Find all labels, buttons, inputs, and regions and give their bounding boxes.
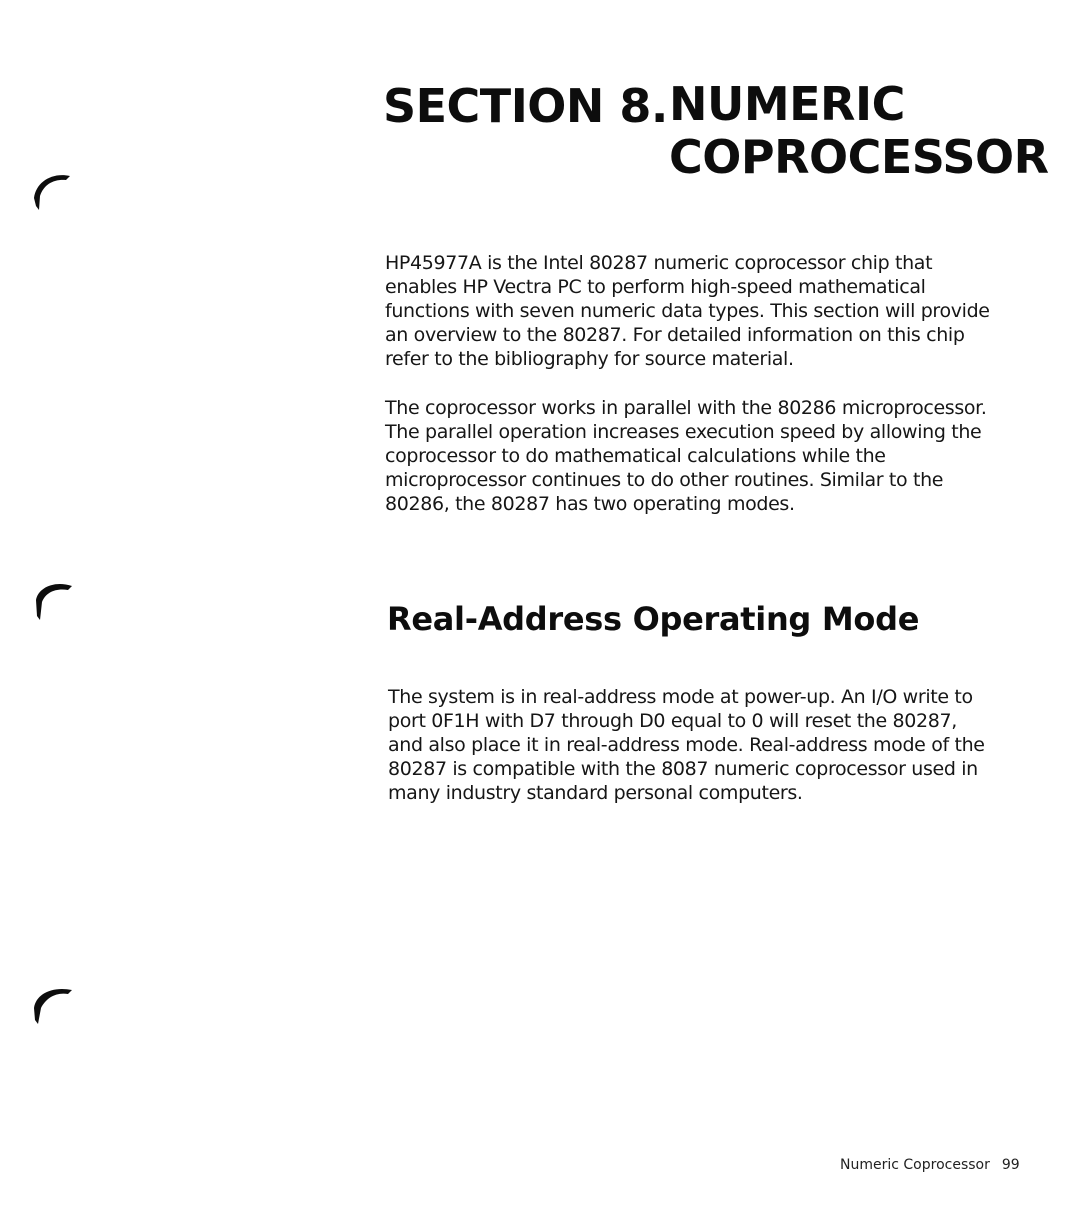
paragraph-line: coprocessor to do mathematical calculations while the xyxy=(385,445,886,467)
real-address-mode-heading: Real-Address Operating Mode xyxy=(387,600,920,638)
paragraph-line: HP45977A is the Intel 80287 numeric coprocessor chip that xyxy=(385,252,933,274)
running-title: Numeric Coprocessor xyxy=(840,1157,990,1173)
paragraph-line: enables HP Vectra PC to perform high-speed mathematical xyxy=(385,276,926,298)
paragraph-line: many industry standard personal computers. xyxy=(388,782,803,804)
binder-hole-icon xyxy=(30,576,78,624)
binder-hole-icon xyxy=(30,982,78,1030)
paragraph-line: 80287 is compatible with the 8087 numeric coprocessor used in xyxy=(388,758,978,780)
paragraph-line: refer to the bibliography for source material. xyxy=(385,348,794,370)
paragraph-line: and also place it in real-address mode. Real-address mode of the xyxy=(388,734,985,756)
section-number: SECTION 8. xyxy=(383,79,668,133)
paragraph-line: The coprocessor works in parallel with the 80286 microprocessor. xyxy=(385,397,987,419)
paragraph-line: an overview to the 80287. For detailed information on this chip xyxy=(385,324,965,346)
section-title-line: NUMERIC xyxy=(669,77,905,131)
real-address-mode-paragraph xyxy=(388,685,1028,805)
page-number: 99 xyxy=(1001,1157,1020,1173)
intro-paragraph xyxy=(385,251,1025,371)
parallel-operation-paragraph xyxy=(385,396,1025,516)
section-title-line: COPROCESSOR xyxy=(669,130,1049,184)
paragraph-line: The parallel operation increases execution speed by allowing the xyxy=(385,421,982,443)
paragraph-line: microprocessor continues to do other routines. Similar to the xyxy=(385,469,944,491)
paragraph-line: port 0F1H with D7 through D0 equal to 0 will reset the 80287, xyxy=(388,710,957,732)
paragraph-line: The system is in real-address mode at power-up. An I/O write to xyxy=(388,686,973,708)
paragraph-line: functions with seven numeric data types. This section will provide xyxy=(385,300,990,322)
binder-hole-icon xyxy=(30,168,78,216)
paragraph-line: 80286, the 80287 has two operating modes. xyxy=(385,493,795,515)
section-title xyxy=(669,78,1049,184)
page-footer xyxy=(840,1155,1020,1175)
